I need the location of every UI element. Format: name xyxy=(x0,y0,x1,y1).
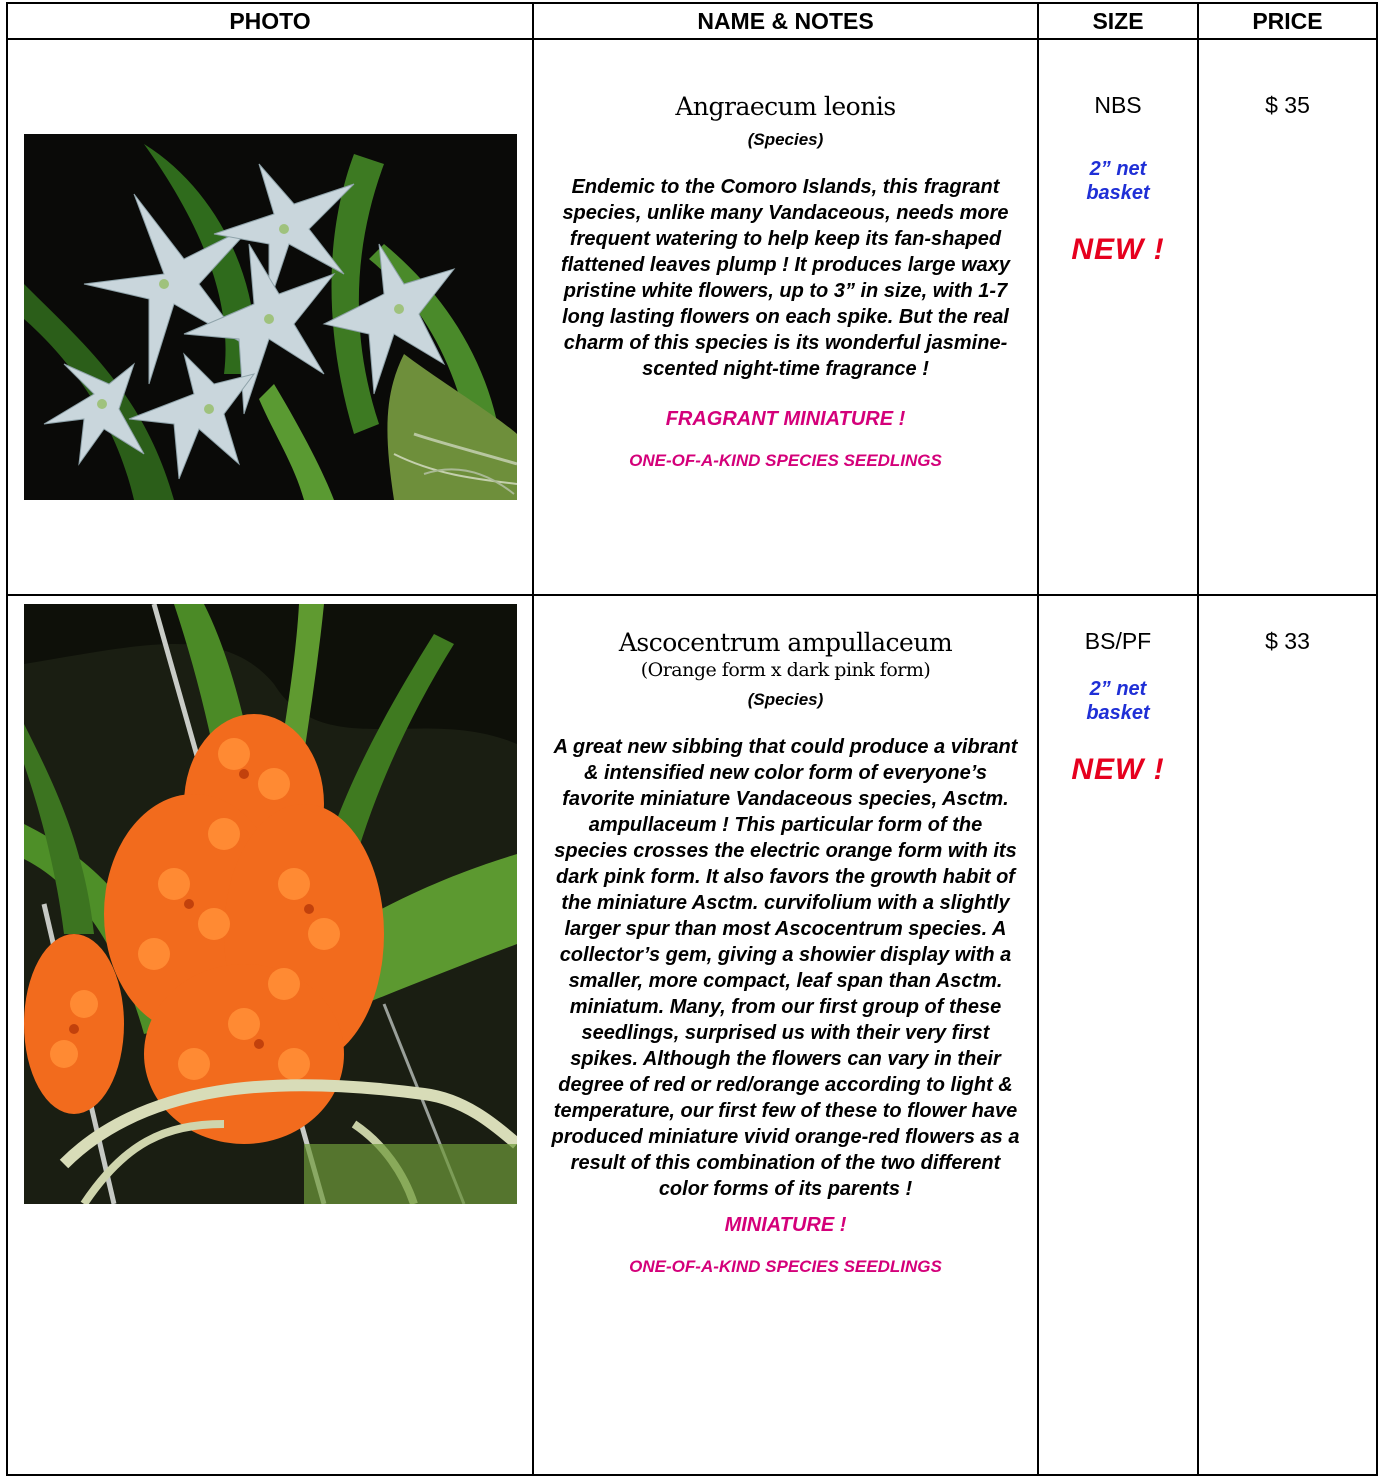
orange-ascocentrum-orchid-photo xyxy=(24,604,517,1204)
photo-cell xyxy=(7,595,533,1475)
price-value: $ 33 xyxy=(1265,628,1310,654)
catalog-table xyxy=(6,2,1378,1476)
plant-description: A great new sibbing that could produce a vibrant & intensified new color form of everyone’s favorite miniature Vandaceous species, Asctm. ampullaceum ! This particular form of the species crosses the electric orange form with its dark pink form. It also favors the growth habit of the miniature Asctm. curvifolium with a slightly larger spur than most Ascocentrum species. A collector’s gem, giving a showier display with a smaller, more compact, leaf span than Asctm. miniatum. Many, from our first group of these seedlings, surprised us with their very first spikes. Although the flowers can vary in their degree of red or red/orange according to light & temperature, our first few of these to flower have produced miniature vivid orange-red flowers as a result of this combination of the two different color forms of its parents ! xyxy=(551,736,1020,1200)
plant-type: (Species) xyxy=(747,690,824,709)
plant-tag-secondary: ONE-OF-A-KIND SPECIES SEEDLINGS xyxy=(629,451,942,470)
size-cell xyxy=(1038,39,1198,595)
white-angraecum-orchid-photo xyxy=(24,134,517,500)
price-cell xyxy=(1198,595,1377,1475)
size-cell xyxy=(1038,595,1198,1475)
table-row xyxy=(7,39,1377,595)
size-code: BS/PF xyxy=(1084,628,1152,654)
header-row xyxy=(7,3,1377,39)
new-badge: NEW ! xyxy=(1071,233,1165,266)
notes-cell xyxy=(533,595,1038,1475)
header-size: SIZE xyxy=(1038,3,1198,39)
plant-type: (Species) xyxy=(747,130,824,149)
table-row xyxy=(7,595,1377,1475)
header-photo: PHOTO xyxy=(7,3,533,39)
size-code: NBS xyxy=(1094,92,1142,118)
new-badge: NEW ! xyxy=(1071,753,1165,786)
basket-note: 2” net basket xyxy=(1086,158,1150,204)
plant-tag-primary: FRAGRANT MINIATURE ! xyxy=(665,408,906,430)
plant-name: Angraecum leonis xyxy=(675,92,896,121)
photo-cell xyxy=(7,39,533,595)
header-name-notes: NAME & NOTES xyxy=(533,3,1038,39)
plant-tag-primary: MINIATURE ! xyxy=(724,1214,847,1236)
plant-tag-secondary: ONE-OF-A-KIND SPECIES SEEDLINGS xyxy=(629,1257,942,1276)
header-price: PRICE xyxy=(1198,3,1377,39)
price-value: $ 35 xyxy=(1265,92,1310,118)
price-cell xyxy=(1198,39,1377,595)
notes-cell xyxy=(533,39,1038,595)
plant-name: Ascocentrum ampullaceum xyxy=(618,628,953,657)
basket-note: 2” net basket xyxy=(1086,678,1150,724)
plant-form: (Orange form x dark pink form) xyxy=(640,659,931,681)
plant-description: Endemic to the Comoro Islands, this fragrant species, unlike many Vandaceous, needs more frequent watering to help keep its fan-shaped flattened leaves plump ! It produces large waxy pristine white flowers, up to 3” in size, with 1-7 long lasting flowers on each spike. But the real charm of this species is its wonderful jasmine-scented night-time fragrance ! xyxy=(560,176,1011,380)
